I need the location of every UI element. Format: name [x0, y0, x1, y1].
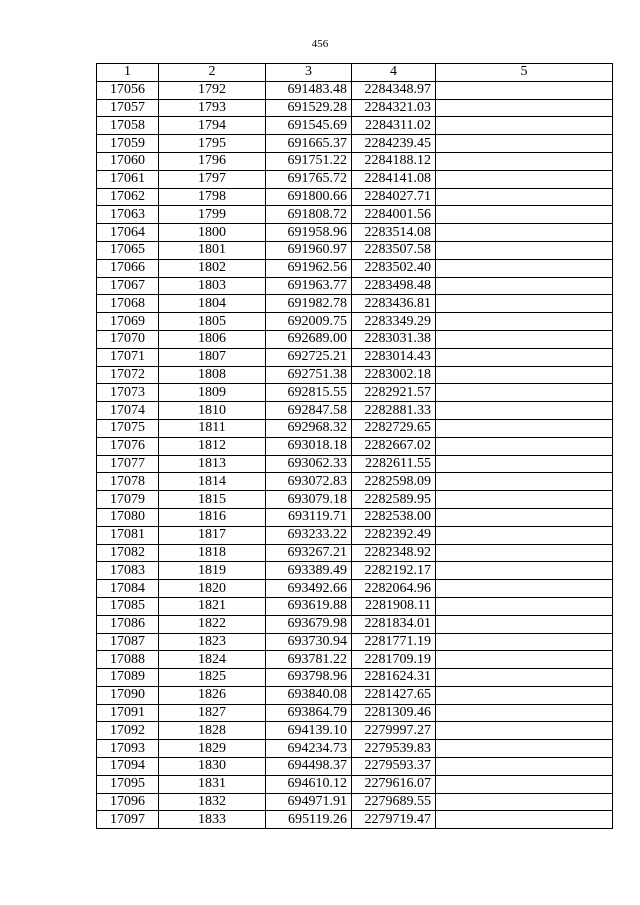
table-cell: 1828	[159, 722, 266, 740]
page-number: 456	[311, 38, 329, 50]
table-cell	[436, 366, 613, 384]
table-cell: 1796	[159, 152, 266, 170]
table-cell	[436, 152, 613, 170]
table-cell: 2284027.71	[352, 188, 436, 206]
table-cell: 2281908.11	[352, 597, 436, 615]
table-cell: 2279997.27	[352, 722, 436, 740]
table-cell: 2282348.92	[352, 544, 436, 562]
table-cell: 2282538.00	[352, 508, 436, 526]
table-row	[97, 188, 613, 206]
table-cell: 693492.66	[266, 580, 352, 598]
table-cell: 17064	[97, 224, 159, 242]
table-cell	[436, 241, 613, 259]
table-row	[97, 473, 613, 491]
table-cell: 2283514.08	[352, 224, 436, 242]
table-row	[97, 259, 613, 277]
table-cell	[436, 544, 613, 562]
table-cell	[436, 348, 613, 366]
table-cell: 1809	[159, 384, 266, 402]
table-cell: 691529.28	[266, 99, 352, 117]
column-header: 2	[159, 64, 266, 82]
table-row	[97, 366, 613, 384]
table-row	[97, 455, 613, 473]
table-cell: 17095	[97, 775, 159, 793]
table-cell: 1819	[159, 562, 266, 580]
table-cell	[436, 722, 613, 740]
table-cell: 1798	[159, 188, 266, 206]
table-cell: 17083	[97, 562, 159, 580]
table-cell: 2281771.19	[352, 633, 436, 651]
table-cell	[436, 597, 613, 615]
table-cell	[436, 704, 613, 722]
table-cell: 692725.21	[266, 348, 352, 366]
table-cell: 2283502.40	[352, 259, 436, 277]
table-cell	[436, 526, 613, 544]
column-header: 4	[352, 64, 436, 82]
table-cell: 2284141.08	[352, 170, 436, 188]
table-row	[97, 775, 613, 793]
table-cell: 1815	[159, 491, 266, 509]
table-cell: 2284239.45	[352, 135, 436, 153]
table-row	[97, 633, 613, 651]
table-row	[97, 330, 613, 348]
table-row	[97, 224, 613, 242]
table-cell	[436, 295, 613, 313]
table-cell: 17059	[97, 135, 159, 153]
table-cell: 693062.33	[266, 455, 352, 473]
table-cell: 1795	[159, 135, 266, 153]
table-cell	[436, 775, 613, 793]
table-cell: 1830	[159, 758, 266, 776]
table-cell: 2282192.17	[352, 562, 436, 580]
table-cell: 694498.37	[266, 758, 352, 776]
table-row	[97, 793, 613, 811]
table-cell: 692009.75	[266, 313, 352, 331]
table-cell: 2282589.95	[352, 491, 436, 509]
table-row	[97, 615, 613, 633]
table-cell: 17090	[97, 686, 159, 704]
table-row	[97, 419, 613, 437]
table-cell: 1802	[159, 259, 266, 277]
table-cell: 2279719.47	[352, 811, 436, 829]
table-cell	[436, 580, 613, 598]
table-cell	[436, 402, 613, 420]
table-cell	[436, 793, 613, 811]
table-cell: 691765.72	[266, 170, 352, 188]
table-cell: 693267.21	[266, 544, 352, 562]
table-cell	[436, 615, 613, 633]
table-cell: 2279616.07	[352, 775, 436, 793]
table-cell: 691800.66	[266, 188, 352, 206]
table-cell: 2284321.03	[352, 99, 436, 117]
table-cell: 1794	[159, 117, 266, 135]
table-cell: 1803	[159, 277, 266, 295]
table-cell: 2282881.33	[352, 402, 436, 420]
table-row	[97, 758, 613, 776]
table-cell: 2282392.49	[352, 526, 436, 544]
table-cell: 17061	[97, 170, 159, 188]
table-cell: 1825	[159, 669, 266, 687]
table-row	[97, 81, 613, 99]
table-cell: 693072.83	[266, 473, 352, 491]
table-cell: 1793	[159, 99, 266, 117]
table-cell: 1797	[159, 170, 266, 188]
table-cell: 691960.97	[266, 241, 352, 259]
table-cell: 1833	[159, 811, 266, 829]
table-cell: 17082	[97, 544, 159, 562]
table-cell: 691958.96	[266, 224, 352, 242]
table-cell: 1823	[159, 633, 266, 651]
table-cell: 17066	[97, 259, 159, 277]
table-row	[97, 651, 613, 669]
table-row	[97, 402, 613, 420]
table-row	[97, 277, 613, 295]
table-body	[97, 81, 613, 828]
table-row	[97, 99, 613, 117]
table-cell: 17092	[97, 722, 159, 740]
table-cell: 693018.18	[266, 437, 352, 455]
table-cell	[436, 758, 613, 776]
table-cell: 2281309.46	[352, 704, 436, 722]
table-cell: 17070	[97, 330, 159, 348]
table-cell: 1799	[159, 206, 266, 224]
table-cell	[436, 419, 613, 437]
table-cell: 17091	[97, 704, 159, 722]
table-cell: 692968.32	[266, 419, 352, 437]
table-cell	[436, 473, 613, 491]
table-row	[97, 669, 613, 687]
table-cell	[436, 455, 613, 473]
table-cell: 17063	[97, 206, 159, 224]
table-cell: 693079.18	[266, 491, 352, 509]
table-cell: 693798.96	[266, 669, 352, 687]
table-cell: 691808.72	[266, 206, 352, 224]
table-row	[97, 740, 613, 758]
table-cell: 1811	[159, 419, 266, 437]
table-row	[97, 384, 613, 402]
table-cell	[436, 117, 613, 135]
table-cell: 2279539.83	[352, 740, 436, 758]
table-cell	[436, 170, 613, 188]
table-cell: 1822	[159, 615, 266, 633]
table-row	[97, 811, 613, 829]
table-cell: 17077	[97, 455, 159, 473]
table-cell: 17088	[97, 651, 159, 669]
table-cell: 692751.38	[266, 366, 352, 384]
table-row	[97, 580, 613, 598]
table-cell: 1818	[159, 544, 266, 562]
table-cell	[436, 206, 613, 224]
table-cell: 2279593.37	[352, 758, 436, 776]
table-row	[97, 348, 613, 366]
table-cell: 1808	[159, 366, 266, 384]
table-cell: 2283498.48	[352, 277, 436, 295]
table-cell: 694234.73	[266, 740, 352, 758]
table-cell: 695119.26	[266, 811, 352, 829]
table-cell	[436, 562, 613, 580]
table-cell	[436, 651, 613, 669]
table-cell: 17096	[97, 793, 159, 811]
table-cell: 17068	[97, 295, 159, 313]
table-row	[97, 135, 613, 153]
table-row	[97, 491, 613, 509]
column-header: 1	[97, 64, 159, 82]
table-cell: 2283349.29	[352, 313, 436, 331]
table-cell: 17093	[97, 740, 159, 758]
table-cell: 17067	[97, 277, 159, 295]
table-row	[97, 313, 613, 331]
table-cell	[436, 669, 613, 687]
table-header-row	[97, 64, 613, 82]
table-cell: 692815.55	[266, 384, 352, 402]
table-cell: 17057	[97, 99, 159, 117]
table-cell: 2281624.31	[352, 669, 436, 687]
table-cell	[436, 811, 613, 829]
table-cell: 693233.22	[266, 526, 352, 544]
table-cell: 17080	[97, 508, 159, 526]
table-cell: 2282064.96	[352, 580, 436, 598]
table-cell: 2283002.18	[352, 366, 436, 384]
table-cell: 2283436.81	[352, 295, 436, 313]
table-row	[97, 597, 613, 615]
table-cell: 2281834.01	[352, 615, 436, 633]
table-cell	[436, 188, 613, 206]
table-cell: 2281709.19	[352, 651, 436, 669]
table-cell: 2283031.38	[352, 330, 436, 348]
table-cell	[436, 135, 613, 153]
table-cell	[436, 81, 613, 99]
table-cell: 17075	[97, 419, 159, 437]
table-cell: 17079	[97, 491, 159, 509]
table-cell: 2281427.65	[352, 686, 436, 704]
table-cell: 17073	[97, 384, 159, 402]
table-cell: 694971.91	[266, 793, 352, 811]
table-cell: 693864.79	[266, 704, 352, 722]
table-cell: 693781.22	[266, 651, 352, 669]
table-cell	[436, 224, 613, 242]
table-cell: 693389.49	[266, 562, 352, 580]
table-row	[97, 206, 613, 224]
table-row	[97, 117, 613, 135]
table-cell: 693840.08	[266, 686, 352, 704]
table-cell: 2284348.97	[352, 81, 436, 99]
table-row	[97, 686, 613, 704]
table-cell: 691545.69	[266, 117, 352, 135]
table-cell: 17084	[97, 580, 159, 598]
table-cell: 1792	[159, 81, 266, 99]
table-cell: 17065	[97, 241, 159, 259]
table-cell	[436, 277, 613, 295]
table-cell: 1804	[159, 295, 266, 313]
table-cell: 2284311.02	[352, 117, 436, 135]
table-cell: 1817	[159, 526, 266, 544]
table-cell: 17062	[97, 188, 159, 206]
table-cell: 17078	[97, 473, 159, 491]
table-cell: 2282667.02	[352, 437, 436, 455]
table-row	[97, 562, 613, 580]
table-cell: 1820	[159, 580, 266, 598]
table-cell: 17071	[97, 348, 159, 366]
table-cell: 1824	[159, 651, 266, 669]
table-row	[97, 152, 613, 170]
table-row	[97, 508, 613, 526]
coordinates-table	[96, 63, 613, 829]
table-cell: 17074	[97, 402, 159, 420]
table-cell: 1812	[159, 437, 266, 455]
table-cell: 1826	[159, 686, 266, 704]
table-cell: 2283014.43	[352, 348, 436, 366]
table-cell: 17097	[97, 811, 159, 829]
table-cell: 693730.94	[266, 633, 352, 651]
table-cell: 17089	[97, 669, 159, 687]
table-cell: 1807	[159, 348, 266, 366]
table-cell: 17086	[97, 615, 159, 633]
table-cell: 2282598.09	[352, 473, 436, 491]
table-row	[97, 722, 613, 740]
table-cell: 693619.88	[266, 597, 352, 615]
table-cell: 691665.37	[266, 135, 352, 153]
table-cell: 17085	[97, 597, 159, 615]
table-cell: 17081	[97, 526, 159, 544]
table-cell: 691751.22	[266, 152, 352, 170]
table-cell: 2284001.56	[352, 206, 436, 224]
table-cell: 2283507.58	[352, 241, 436, 259]
table-cell: 693679.98	[266, 615, 352, 633]
table-cell: 1816	[159, 508, 266, 526]
column-header: 3	[266, 64, 352, 82]
table-cell	[436, 740, 613, 758]
table-cell	[436, 99, 613, 117]
table-cell: 691963.77	[266, 277, 352, 295]
table-cell: 2279689.55	[352, 793, 436, 811]
table-cell: 17087	[97, 633, 159, 651]
table-cell: 1800	[159, 224, 266, 242]
table-cell: 1810	[159, 402, 266, 420]
table-row	[97, 704, 613, 722]
table-cell: 17076	[97, 437, 159, 455]
table-cell	[436, 437, 613, 455]
table-cell: 17069	[97, 313, 159, 331]
table-cell: 17056	[97, 81, 159, 99]
table-row	[97, 544, 613, 562]
table-cell: 17094	[97, 758, 159, 776]
table-cell: 2282921.57	[352, 384, 436, 402]
table-cell	[436, 313, 613, 331]
table-cell: 1813	[159, 455, 266, 473]
table-cell: 691982.78	[266, 295, 352, 313]
table-cell: 692689.00	[266, 330, 352, 348]
table-cell: 2284188.12	[352, 152, 436, 170]
table-row	[97, 241, 613, 259]
table-cell: 1805	[159, 313, 266, 331]
table-cell: 1832	[159, 793, 266, 811]
table-cell	[436, 259, 613, 277]
table-cell: 2282611.55	[352, 455, 436, 473]
table-cell: 17058	[97, 117, 159, 135]
table-cell: 1821	[159, 597, 266, 615]
table-cell	[436, 508, 613, 526]
table-cell: 692847.58	[266, 402, 352, 420]
table-row	[97, 526, 613, 544]
table-row	[97, 295, 613, 313]
table-cell: 1814	[159, 473, 266, 491]
table-cell: 2282729.65	[352, 419, 436, 437]
table-cell: 694610.12	[266, 775, 352, 793]
table-row	[97, 437, 613, 455]
table-cell: 1829	[159, 740, 266, 758]
table-cell: 1831	[159, 775, 266, 793]
table-cell	[436, 491, 613, 509]
table-cell	[436, 633, 613, 651]
table-cell: 17072	[97, 366, 159, 384]
table-cell	[436, 330, 613, 348]
table-cell: 691483.48	[266, 81, 352, 99]
table-cell	[436, 384, 613, 402]
table-cell: 691962.56	[266, 259, 352, 277]
table-row	[97, 170, 613, 188]
table-cell: 694139.10	[266, 722, 352, 740]
table-cell: 1801	[159, 241, 266, 259]
column-header: 5	[436, 64, 613, 82]
table-cell	[436, 686, 613, 704]
table-cell: 1827	[159, 704, 266, 722]
table-cell: 17060	[97, 152, 159, 170]
table-cell: 1806	[159, 330, 266, 348]
table-cell: 693119.71	[266, 508, 352, 526]
